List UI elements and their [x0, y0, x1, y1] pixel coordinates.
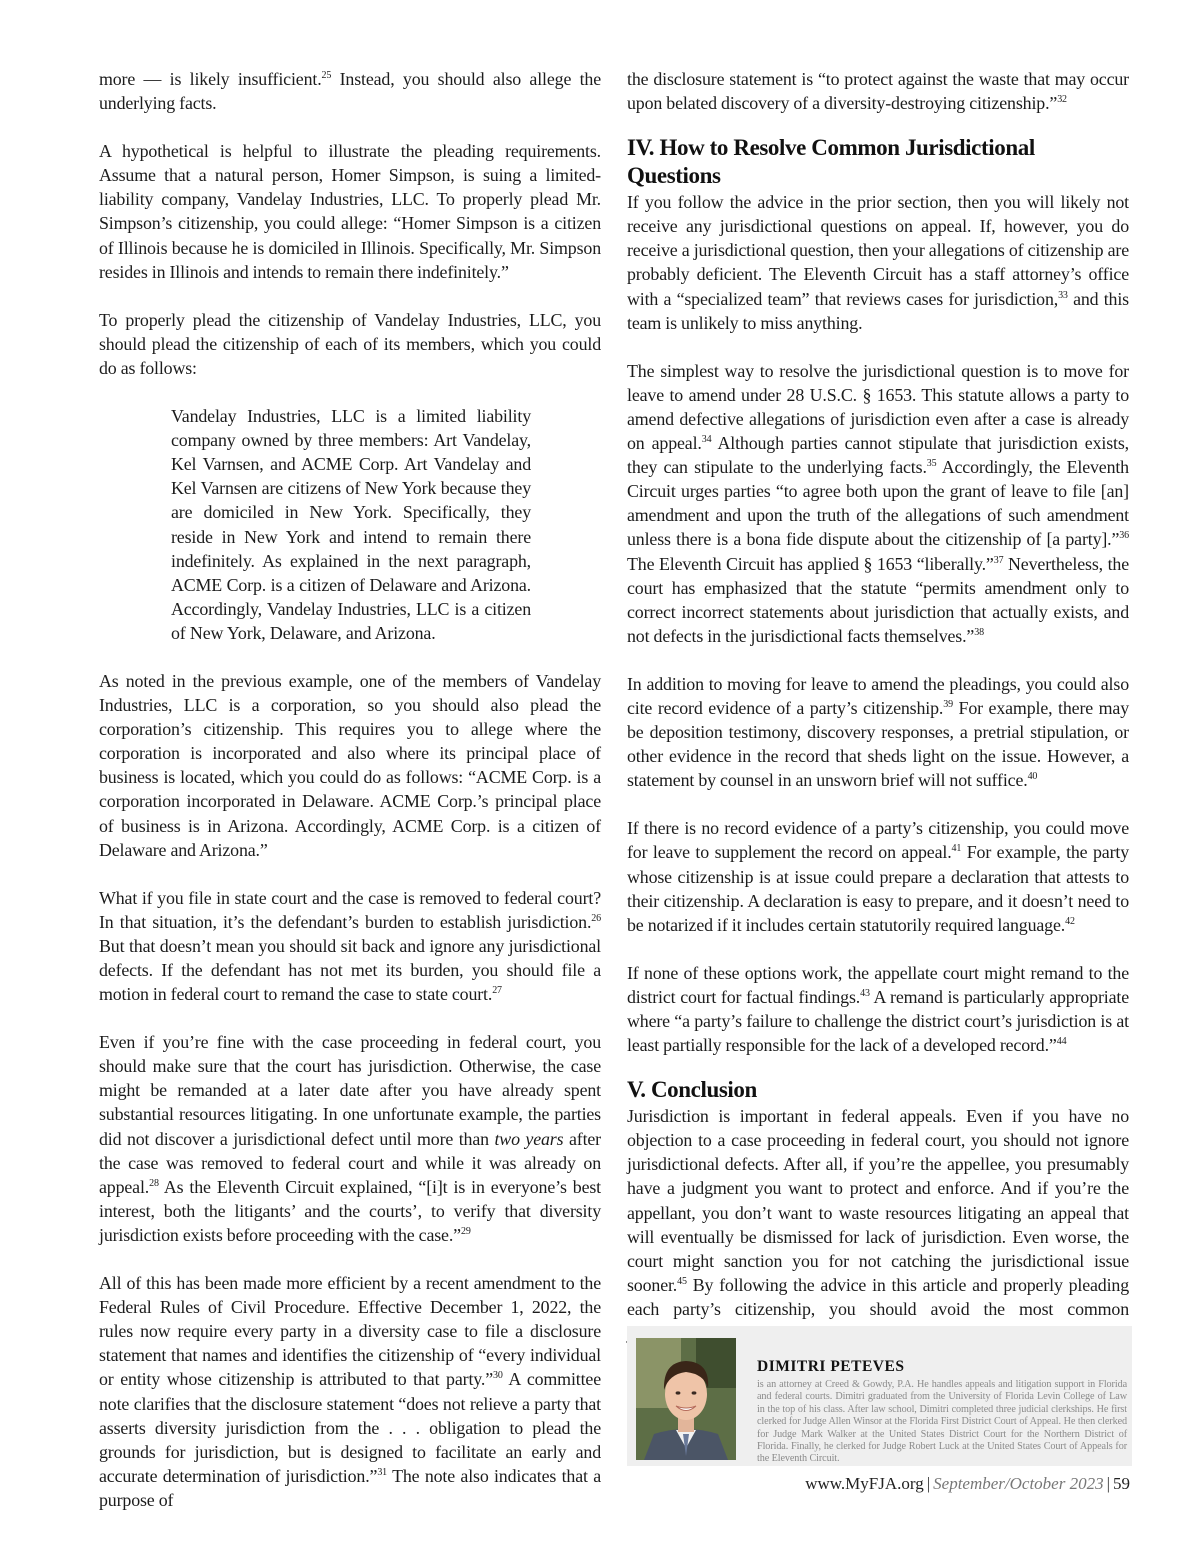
body-paragraph: [627, 359, 1129, 648]
emphasis-text: two years: [494, 1128, 564, 1149]
footnote-ref: 40: [1027, 771, 1038, 783]
text-run: In addition to moving for leave to amend the pleadings, you could also cite record evidence of a party’s citizenship.: [627, 673, 1129, 718]
body-paragraph: [627, 1104, 1129, 1345]
text-run: Instead, you should also allege the underlying facts.: [99, 69, 602, 114]
body-paragraph: [627, 190, 1129, 335]
body-paragraph: [99, 886, 601, 1006]
footnote-ref: 30: [493, 1370, 503, 1382]
footnote-ref: 37: [993, 554, 1004, 566]
footnote-ref: 44: [1056, 1036, 1067, 1048]
text-run: the disclosure statement is “to protect against the waste that may occur upon belated discovery of a diversity-destroying citizenship.”: [627, 69, 1129, 114]
footnote-ref: 27: [492, 985, 502, 997]
footer-separator: |: [1106, 1474, 1110, 1493]
footnote-ref: 31: [377, 1466, 388, 1478]
footnote-ref: 32: [1057, 94, 1067, 106]
body-paragraph: [627, 672, 1129, 792]
author-bio-text: is an attorney at Creed & Gowdy, P.A. He handles appeals and litigation support in Florida and federal courts. Dimitri graduated from the University of Florida Levin College of Law in the top of his class. After law school, Dimitri completed three judicial clerkships. He first clerked for Judge Allen Winsor at the Florida First District Court of Appeal. He then clerked for Judge Mark Walker at the United States District Court for the Northern District of Florida. Finally, he clerked for Judge Robert Luck at the United States Court of Appeals for the Eleventh Circuit.: [757, 1379, 1127, 1465]
text-run: Accordingly, the Eleventh Circuit urges parties “to agree both upon the grant of leave to file [an] amendment and upon the truth of the allegations of such amendment unless there is a bona fide dispute about the citizenship of [a party].”: [627, 457, 1129, 550]
footnote-ref: 42: [1065, 915, 1075, 927]
footnote-ref: 43: [860, 987, 870, 999]
footer-website: www.MyFJA.org: [805, 1474, 924, 1493]
footnote-ref: 45: [677, 1275, 687, 1287]
text-run: A committee note clarifies that the disclosure statement “does not relieve a party that asserts diversity jurisdiction from the . . . obligation to plead the grounds for jurisdiction, but is designed to facilitate an early and accurate determination of jurisdiction.”: [99, 1369, 601, 1486]
footnote-ref: 41: [951, 843, 962, 855]
text-run: What if you file in state court and the case is removed to federal court? In that situation, it’s the defendant’s burden to establish jurisdiction.: [99, 887, 601, 932]
footnote-ref: 33: [1058, 289, 1068, 301]
footnote-ref: 26: [591, 912, 601, 924]
text-run: Even if you’re fine with the case proceeding in federal court, you should make sure that the court has jurisdiction. Otherwise, the case might be remanded at a later date after you have already spent substantial resources litigating. In one unfortunate example, the parties did not discover a jurisdictional defect until more than: [99, 1032, 601, 1149]
body-paragraph: [627, 67, 1129, 115]
footnote-ref: 36: [1119, 530, 1129, 542]
text-run: Nevertheless, the court has emphasized that the statute “permits amendment only to correct incorrect statements about jurisdiction that actually exists, and not defects in the jurisdictional facts themselves.”: [627, 553, 1129, 646]
section-heading: V. Conclusion: [627, 1077, 757, 1103]
text-run: For example, the party whose citizenship is at issue could prepare a declaration that attests to their citizenship. A declaration is easy to prepare, and it doesn’t need to be notarized if it includes certain statutorily required language.: [627, 842, 1130, 935]
body-paragraph: A hypothetical is helpful to illustrate the pleading requirements. Assume that a natural person, Homer Simpson, is suing a limited-liability company, Vandelay Industries, LLC. To properly plead Mr. Simpson’s citizenship, you could allege: “Homer Simpson is a citizen of Illinois because he is domiciled in Illinois. Specifically, Mr. Simpson resides in Illinois and intends to remain there indefinitely.”: [99, 141, 601, 282]
text-run: Although parties cannot stipulate that jurisdiction exists, they can stipulate to the underlying facts.: [627, 433, 1129, 478]
footer-issue: September/October 2023: [933, 1474, 1104, 1493]
text-run: If you follow the advice in the prior section, then you will likely not receive any jurisdictional questions on appeal. If, however, you do receive a jurisdictional question, then your allegations of citizenship are probably deficient. The Eleventh Circuit has a staff attorney’s office with a “specialized team” that reviews cases for jurisdiction,: [627, 192, 1129, 309]
text-run: But that doesn’t mean you should sit back and ignore any jurisdictional defects. If the defendant has not met its burden, you should file a motion in federal court to remand the case to state court.: [99, 935, 601, 1005]
text-run: If none of these options work, the appellate court might remand to the district court for factual findings.: [627, 962, 1129, 1007]
text-run: By following the advice in this article and properly pleading each party’s citizenship, you should avoid the most common: [627, 1274, 1129, 1319]
body-paragraph: To properly plead the citizenship of Vandelay Industries, LLC, you should plead the citizenship of each of its members, which you could do as follows:: [99, 309, 601, 378]
text-run: more — is likely insufficient.: [99, 69, 322, 89]
left-column: [99, 67, 601, 1512]
text-run: If there is no record evidence of a party’s citizenship, you could move for leave to supplement the record on appeal.: [627, 818, 1129, 863]
footnote-ref: 35: [926, 458, 937, 470]
body-paragraph: [99, 67, 601, 115]
footnote-ref: 38: [974, 626, 984, 638]
text-run: For example, there may be deposition testimony, discovery responses, a pretrial stipulation, or other evidence in the record that sheds light on the issue. However, a statement by counsel in an unsworn brief will not suffice.: [627, 697, 1129, 791]
body-paragraph: [99, 1030, 601, 1247]
text-run: and this team is unlikely to miss anything.: [627, 288, 1129, 333]
author-name: DIMITRI PETEVES: [757, 1358, 905, 1375]
body-paragraph: [99, 1271, 601, 1512]
body-paragraph: [627, 961, 1129, 1057]
block-quote: Vandelay Industries, LLC is a limited liability company owned by three members: Art Vandelay, Kel Varnsen, and ACME Corp. Art Vandelay and Kel Varnsen are citizens of New York because they are domiciled in New York. Specifically, they reside in New York and intend to remain there indefinitely. As explained in the next paragraph, ACME Corp. is a citizen of Delaware and Arizona. Accordingly, Vandelay Industries, LLC is a citizen of New York, Delaware, and Arizona.: [171, 406, 531, 643]
text-run: The Eleventh Circuit has applied § 1653 “liberally.”: [627, 553, 994, 574]
text-run: The note also indicates that a purpose of: [99, 1465, 601, 1510]
footer-separator: |: [926, 1474, 931, 1493]
text-run: A remand is particularly appropriate where “a party’s failure to challenge the district court’s jurisdiction is at least partially responsible for the lack of a developed record.”: [627, 986, 1129, 1056]
body-paragraph: [627, 816, 1129, 936]
text-run: after the case was removed to federal court and while it was already on appeal.: [99, 1128, 601, 1197]
footnote-ref: 28: [149, 1177, 159, 1189]
text-run: All of this has been made more efficient by a recent amendment to the Federal Rules of Civil Procedure. Effective December 1, 2022, the rules now require every party in a diversity case to file a disclosure statement that names and identifies the citizenship of “every individual or entity whose citizenship is attributed to that party.”: [99, 1273, 601, 1390]
text-run: As the Eleventh Circuit explained, “[i]t is in everyone’s best interest, both the litigants’ and the courts’, to verify that diversity jurisdiction exists before proceeding with the case.”: [99, 1176, 601, 1245]
body-paragraph: As noted in the previous example, one of the members of Vandelay Industries, LLC is a corporation, so you should also plead the corporation’s citizenship. This requires you to allege where the corporation is incorporated and also where its principal place of business is located, which you could do as follows: “ACME Corp. is a corporation incorporated in Delaware. ACME Corp.’s principal place of business is in Arizona. Accordingly, ACME Corp. is a citizen of Delaware and Arizona.”: [99, 670, 601, 860]
page-footer: [805, 1474, 1130, 1494]
footnote-ref: 25: [321, 70, 332, 81]
right-column: [627, 67, 1129, 1345]
footnote-ref: 29: [460, 1225, 471, 1237]
footnote-ref: 34: [701, 434, 712, 446]
author-photo: [636, 1338, 736, 1460]
section-heading: IV. How to Resolve Common Jurisdictional Questions: [627, 135, 1035, 189]
footnote-ref: 39: [943, 698, 953, 710]
page-number: 59: [1113, 1474, 1130, 1493]
text-run: Jurisdiction is important in federal appeals. Even if you have no objection to a case proceeding in federal court, you should not ignore jurisdictional defects. After all, if you’re the appellee, you presumably have a judgment you want to protect and enforce. And if you’re the appellant, you don’t want to waste resources litigating an appeal that will eventually be dismissed for lack of jurisdiction. Even worse, the court might sanction you for not catching the jurisdictional issue sooner.: [627, 1106, 1129, 1295]
text-run: The simplest way to resolve the jurisdictional question is to move for leave to amend under 28 U.S.C. § 1653. This statute allows a party to amend defective allegations of jurisdiction even after a case is already on appeal.: [627, 360, 1129, 454]
